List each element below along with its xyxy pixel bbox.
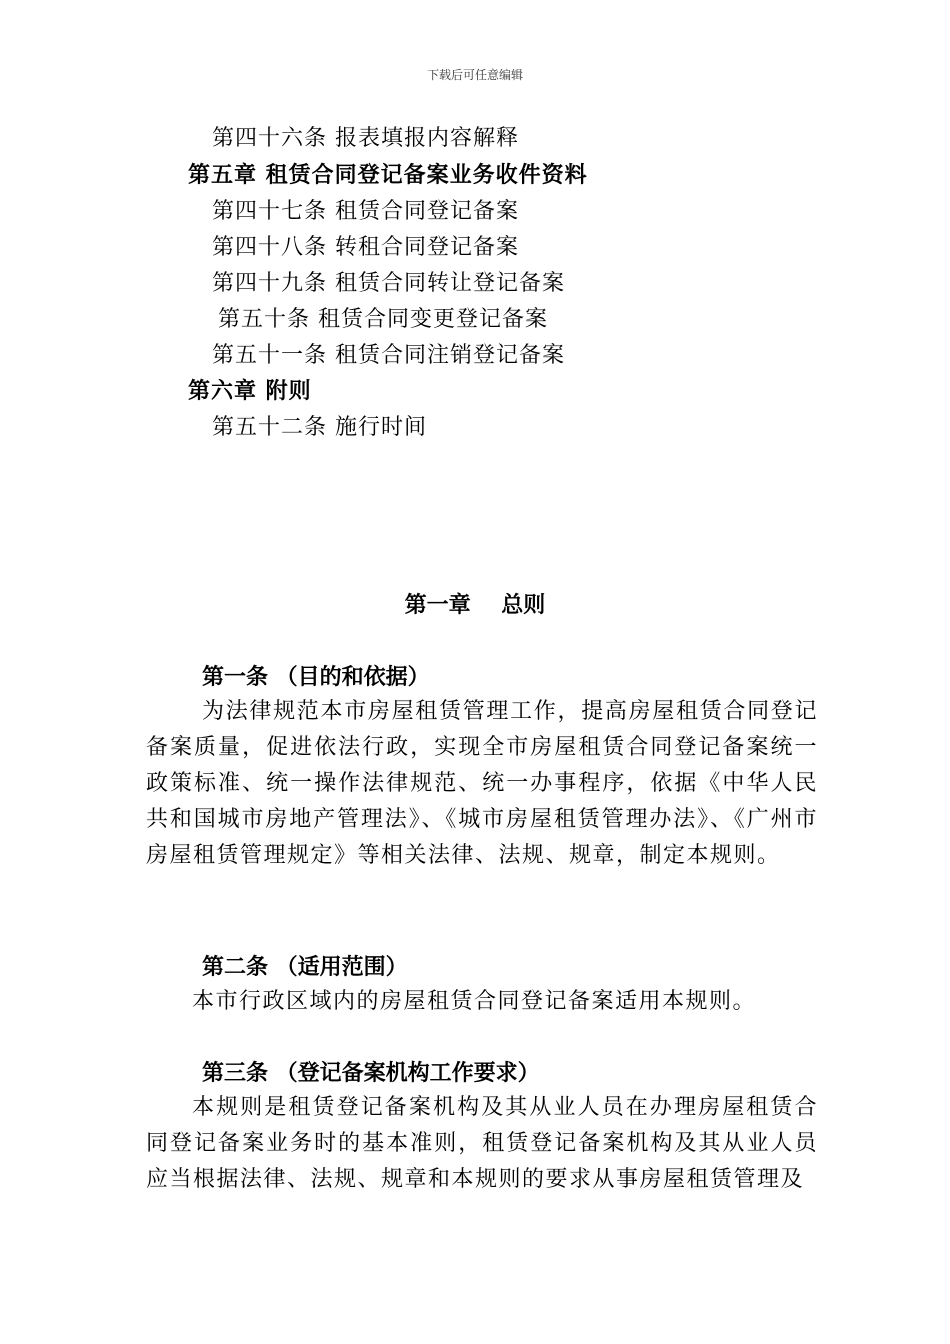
article-title: 第二条 （适用范围） [202, 955, 408, 980]
toc-item: 第五十一条 租赁合同注销登记备案 [212, 343, 565, 368]
article-title: 第一条 （目的和依据） [202, 665, 430, 690]
toc-chapter: 第五章 租赁合同登记备案业务收件资料 [188, 163, 588, 188]
toc-item: 第五十条 租赁合同变更登记备案 [218, 307, 548, 332]
article-body: 为法律规范本市房屋租赁管理工作，提高房屋租赁合同登记备案质量，促进依法行政，实现全市房屋租赁合同登记备案统一政策标准、统一操作法律规范、统一办事程序，依据《中华人民共和国城市房地产管理法》、《城市房屋租赁管理办法》、《广州市房屋租赁管理规定》等相关法律、法规、规章，制定本规则。 [146, 699, 818, 868]
article-title: 第三条 （登记备案机构工作要求） [202, 1061, 540, 1086]
toc-item: 第五十二条 施行时间 [212, 415, 427, 440]
article-body: 本市行政区域内的房屋租赁合同登记备案适用本规则。 [192, 989, 757, 1014]
page-header: 下载后可任意编辑 [426, 68, 523, 82]
toc-chapter: 第六章 附则 [188, 379, 312, 404]
toc-item: 第四十八条 转租合同登记备案 [212, 235, 519, 260]
toc-item: 第四十六条 报表填报内容解释 [212, 126, 519, 151]
toc-item: 第四十七条 租赁合同登记备案 [212, 199, 519, 224]
article-body: 本规则是租赁登记备案机构及其从业人员在办理房屋租赁合同登记备案业务时的基本准则，租赁登记备案机构及其从业人员应当根据法律、法规、规章和本规则的要求从事房屋租赁管理及 [146, 1095, 818, 1192]
toc-item: 第四十九条 租赁合同转让登记备案 [212, 271, 565, 296]
chapter-title: 第一章 总则 [404, 593, 546, 618]
